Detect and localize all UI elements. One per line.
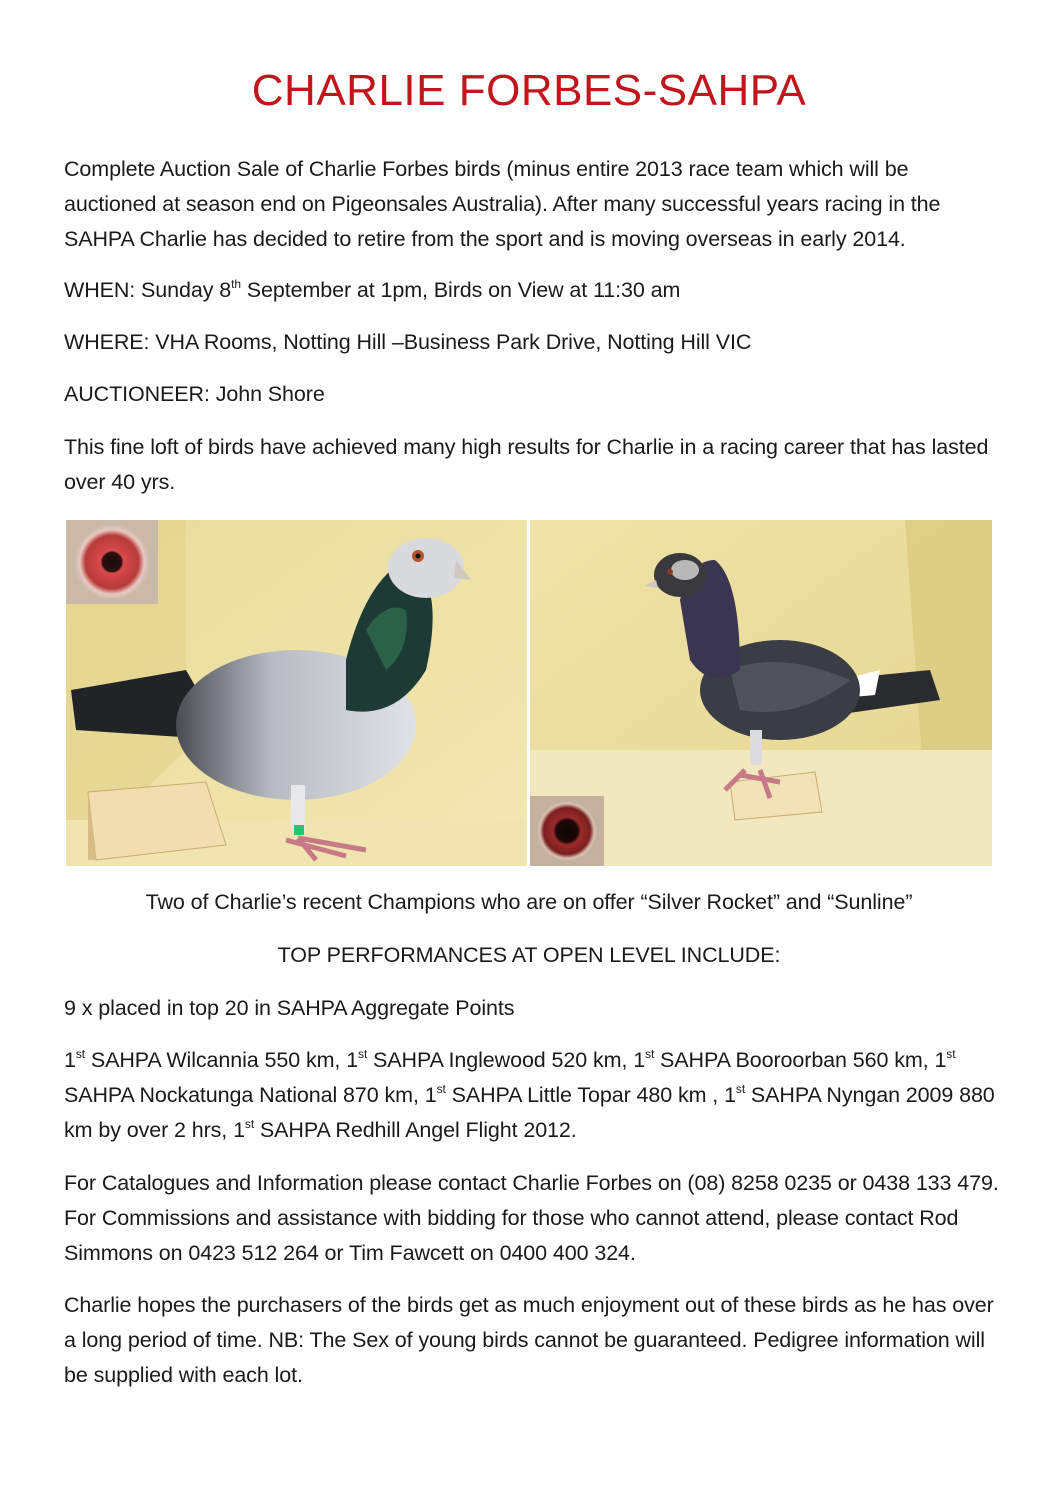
page-title: CHARLIE FORBES-SAHPA (251, 66, 807, 115)
aggregate-line: 9 x placed in top 20 in SAHPA Aggregate Points (64, 996, 515, 1020)
result-text: SAHPA Booroorban 560 km, (654, 1048, 935, 1072)
result-number: 1 (934, 1048, 947, 1072)
result-number: 1 (233, 1118, 245, 1142)
result-number: 1 (633, 1048, 646, 1072)
result-sup: st (645, 1047, 655, 1061)
contact-paragraph: For Catalogues and Information please contact Charlie Forbes on (08) 8258 0235 or 0438 133 479. For Commissions and assistance with bidding for those who cannot attend, please contact Rod Simmons on 0423 512 264 or Tim Fawcett on 0400 400 324. (64, 1171, 999, 1265)
result-number: 1 (424, 1083, 437, 1107)
when-sup: th (231, 277, 241, 291)
where-line: WHERE: VHA Rooms, Notting Hill –Business Park Drive, Notting Hill VIC (64, 330, 752, 354)
when-suffix: September at 1pm, Birds on View at 11:30 am (240, 278, 681, 302)
result-sup: st (735, 1082, 746, 1096)
result-text: SAHPA Nyngan 2009 880 km by over 2 hrs, (64, 1083, 995, 1142)
result-sup: st (244, 1117, 255, 1131)
photo-caption: Two of Charlie’s recent Champions who are on offer “Silver Rocket” and “Sunline” (145, 890, 913, 914)
performances-heading: TOP PERFORMANCES AT OPEN LEVEL INCLUDE: (277, 943, 781, 967)
when-line (64, 273, 1004, 308)
results-paragraph (64, 1043, 1004, 1148)
result-sup: st (75, 1047, 85, 1061)
sunline-photo-icon (530, 520, 992, 866)
silver-rocket-photo-icon (66, 520, 527, 866)
result-text: SAHPA Redhill Angel Flight 2012. (254, 1118, 577, 1142)
result-number: 1 (64, 1048, 76, 1072)
closing-paragraph: Charlie hopes the purchasers of the birds get as much enjoyment out of these birds as he has over a long period of time. NB: The Sex of young birds cannot be guaranteed. Pedigree information will be supplied with each lot. (64, 1293, 994, 1387)
loft-paragraph: This fine loft of birds have achieved many high results for Charlie in a racing career that has lasted over 40 yrs. (64, 435, 989, 494)
intro-paragraph: Complete Auction Sale of Charlie Forbes birds (minus entire 2013 race team which will be auctioned at season end on Pigeonsales Australia). After many successful years racing in the SAHPA Charlie has decided to retire from the sport and is moving overseas in early 2014. (64, 157, 941, 251)
result-number: 1 (346, 1048, 359, 1072)
result-text: SAHPA Nockatunga National 870 km, (64, 1083, 425, 1107)
pigeon-photo-sunline (530, 520, 992, 866)
result-sup: st (358, 1047, 368, 1061)
result-number: 1 (724, 1083, 736, 1107)
result-text: SAHPA Wilcannia 550 km, (85, 1048, 347, 1072)
result-text: SAHPA Little Topar 480 km , (445, 1083, 725, 1107)
auctioneer-line: AUCTIONEER: John Shore (64, 382, 325, 406)
result-sup: st (946, 1047, 956, 1061)
when-prefix: WHEN: Sunday 8 (64, 278, 232, 302)
result-sup: st (436, 1082, 446, 1096)
pigeon-photo-silver-rocket (66, 520, 527, 866)
result-text: SAHPA Inglewood 520 km, (367, 1048, 634, 1072)
